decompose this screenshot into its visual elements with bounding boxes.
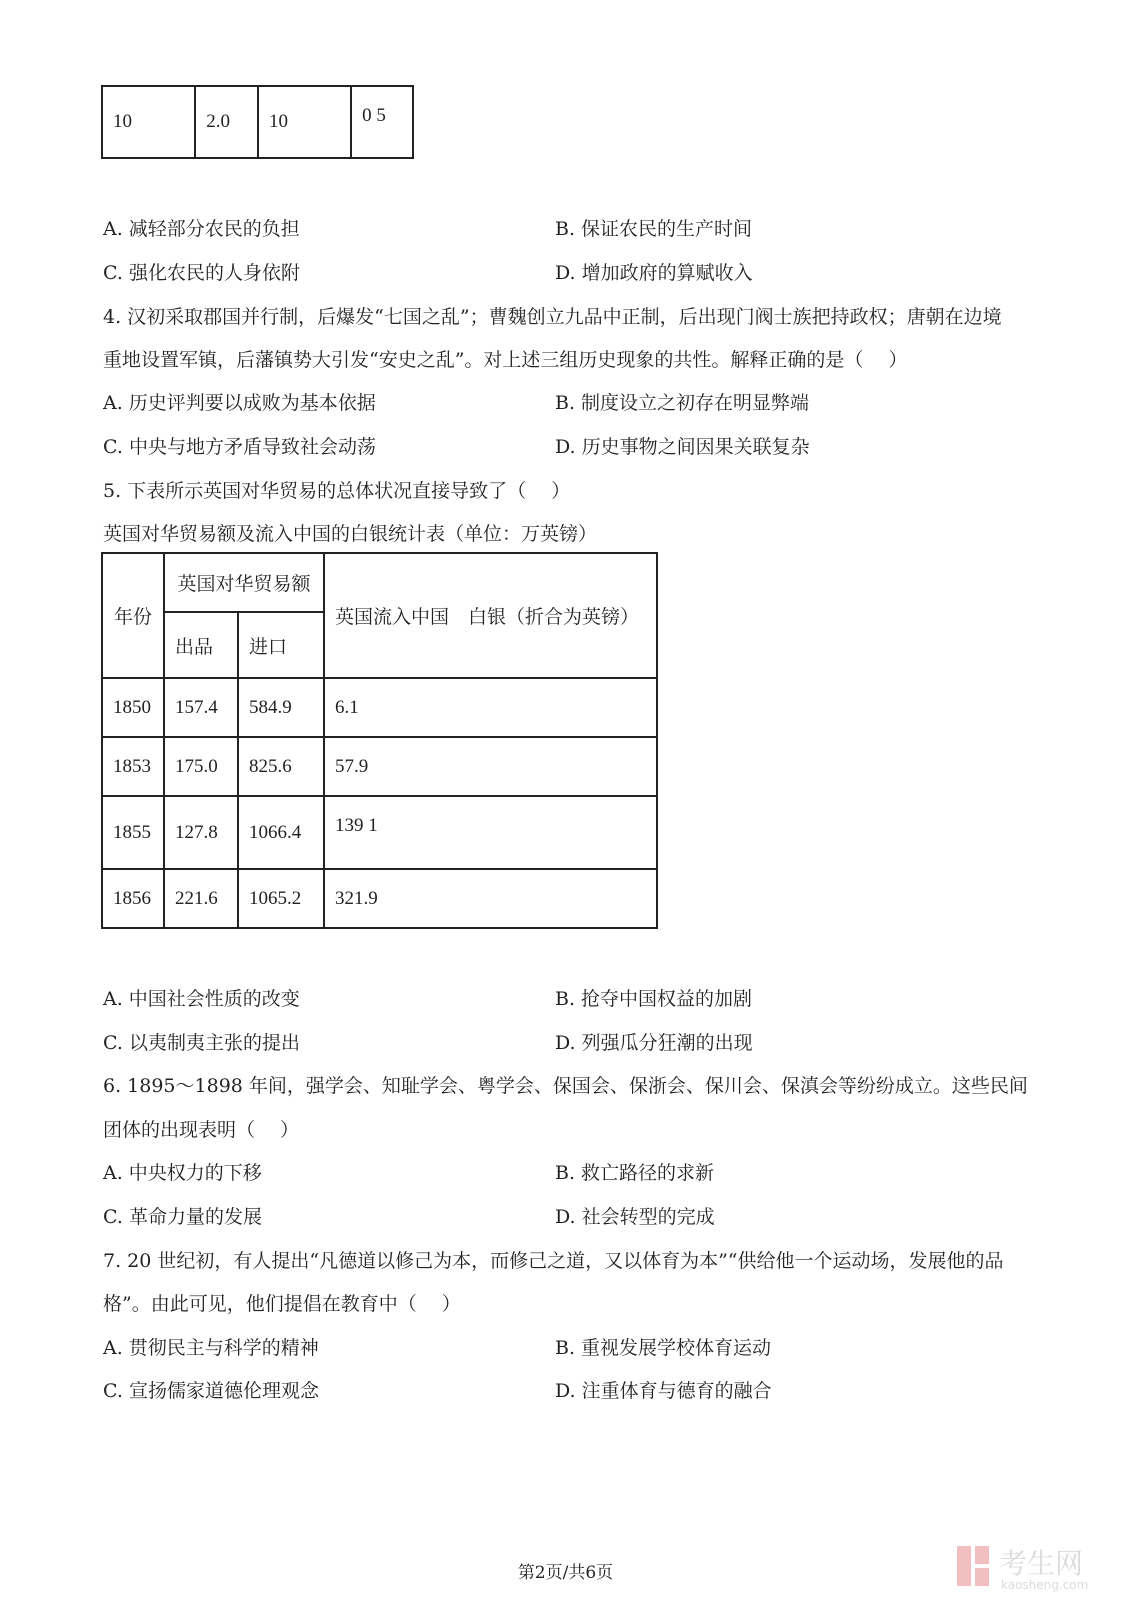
top-table-cell: 10 (258, 86, 351, 158)
watermark-logo (955, 1540, 1115, 1596)
question-7-line1: 7. 20 世纪初，有人提出“凡德道以修己为本，而修己之道，又以体育为本”“供给他一个运动场，发展他的品 (103, 1250, 1004, 1272)
table-row (102, 737, 657, 796)
question-6-line2: 团体的出现表明（ ） (103, 1119, 300, 1141)
option-b: B. 保证农民的生产时间 (555, 218, 753, 240)
cell-import: 1065.2 (238, 869, 324, 928)
option-d: D. 增加政府的算赋收入 (555, 262, 753, 284)
watermark-url: kaosheng.com (1001, 1578, 1089, 1592)
cell-silver: 321.9 (324, 869, 657, 928)
option-b: B. 重视发展学校体育运动 (555, 1337, 772, 1359)
option-b: B. 制度设立之初存在明显弊端 (555, 392, 810, 414)
table-row (102, 869, 657, 928)
cell-year: 1850 (102, 678, 164, 737)
cell-year: 1855 (102, 796, 164, 869)
table-row (102, 678, 657, 737)
option-a: A. 贯彻民主与科学的精神 (103, 1337, 319, 1359)
option-c: C. 强化农民的人身依附 (103, 262, 300, 284)
option-d: D. 历史事物之间因果关联复杂 (555, 436, 810, 458)
top-table-cell: 0 5 (351, 86, 413, 158)
trade-table (101, 552, 658, 929)
watermark-brand: 考生网 (999, 1547, 1084, 1580)
question-5-stem: 5. 下表所示英国对华贸易的总体状况直接导致了（ ） (103, 480, 571, 502)
cell-import: 584.9 (238, 678, 324, 737)
header-year: 年份 (102, 553, 164, 678)
option-c: C. 以夷制夷主张的提出 (103, 1032, 300, 1054)
page-number: 第2页/共6页 (517, 1563, 614, 1583)
question-6-line1: 6. 1895～1898 年间，强学会、知耻学会、粤学会、保国会、保浙会、保川会、保滇会等纷纷成立。这些民间 (103, 1075, 1028, 1097)
cell-import: 1066.4 (238, 796, 324, 869)
cell-silver: 139 1 (324, 796, 657, 869)
header-trade: 英国对华贸易额 (164, 553, 324, 612)
cell-import: 825.6 (238, 737, 324, 796)
option-a: A. 中国社会性质的改变 (103, 988, 300, 1010)
cell-export: 157.4 (164, 678, 238, 737)
top-table-cell: 2.0 (195, 86, 258, 158)
option-d: D. 社会转型的完成 (555, 1206, 715, 1228)
table-title: 英国对华贸易额及流入中国的白银统计表（单位：万英镑） (103, 523, 598, 545)
cell-export: 221.6 (164, 869, 238, 928)
option-a: A. 中央权力的下移 (103, 1162, 262, 1184)
header-export: 出品 (164, 612, 238, 678)
cell-export: 127.8 (164, 796, 238, 869)
top-table (101, 85, 414, 159)
question-4-line1: 4. 汉初采取郡国并行制，后爆发“七国之乱”；曹魏创立九品中正制，后出现门阀士族把持政权；唐朝在边境 (103, 306, 1002, 328)
option-c: C. 中央与地方矛盾导致社会动荡 (103, 436, 376, 458)
cell-silver: 57.9 (324, 737, 657, 796)
option-b: B. 救亡路径的求新 (555, 1162, 715, 1184)
question-7-line2: 格”。由此可见，他们提倡在教育中（ ） (103, 1293, 461, 1315)
option-c: C. 宣扬儒家道德伦理观念 (103, 1380, 319, 1402)
cell-silver: 6.1 (324, 678, 657, 737)
option-c: C. 革命力量的发展 (103, 1206, 262, 1228)
header-import: 进口 (238, 612, 324, 678)
question-4-line2: 重地设置军镇，后藩镇势大引发“安史之乱”。对上述三组历史现象的共性。解释正确的是（ ） (103, 349, 908, 371)
top-table-cell: 10 (102, 86, 195, 158)
option-b: B. 抢夺中国权益的加剧 (555, 988, 753, 1010)
table-row (102, 796, 657, 869)
option-a: A. 减轻部分农民的负担 (103, 218, 300, 240)
option-a: A. 历史评判要以成败为基本依据 (103, 392, 376, 414)
cell-year: 1856 (102, 869, 164, 928)
header-silver: 英国流入中国 白银（折合为英镑） (324, 553, 657, 678)
option-d: D. 列强瓜分狂潮的出现 (555, 1032, 753, 1054)
cell-year: 1853 (102, 737, 164, 796)
option-d: D. 注重体育与德育的融合 (555, 1380, 772, 1402)
cell-export: 175.0 (164, 737, 238, 796)
